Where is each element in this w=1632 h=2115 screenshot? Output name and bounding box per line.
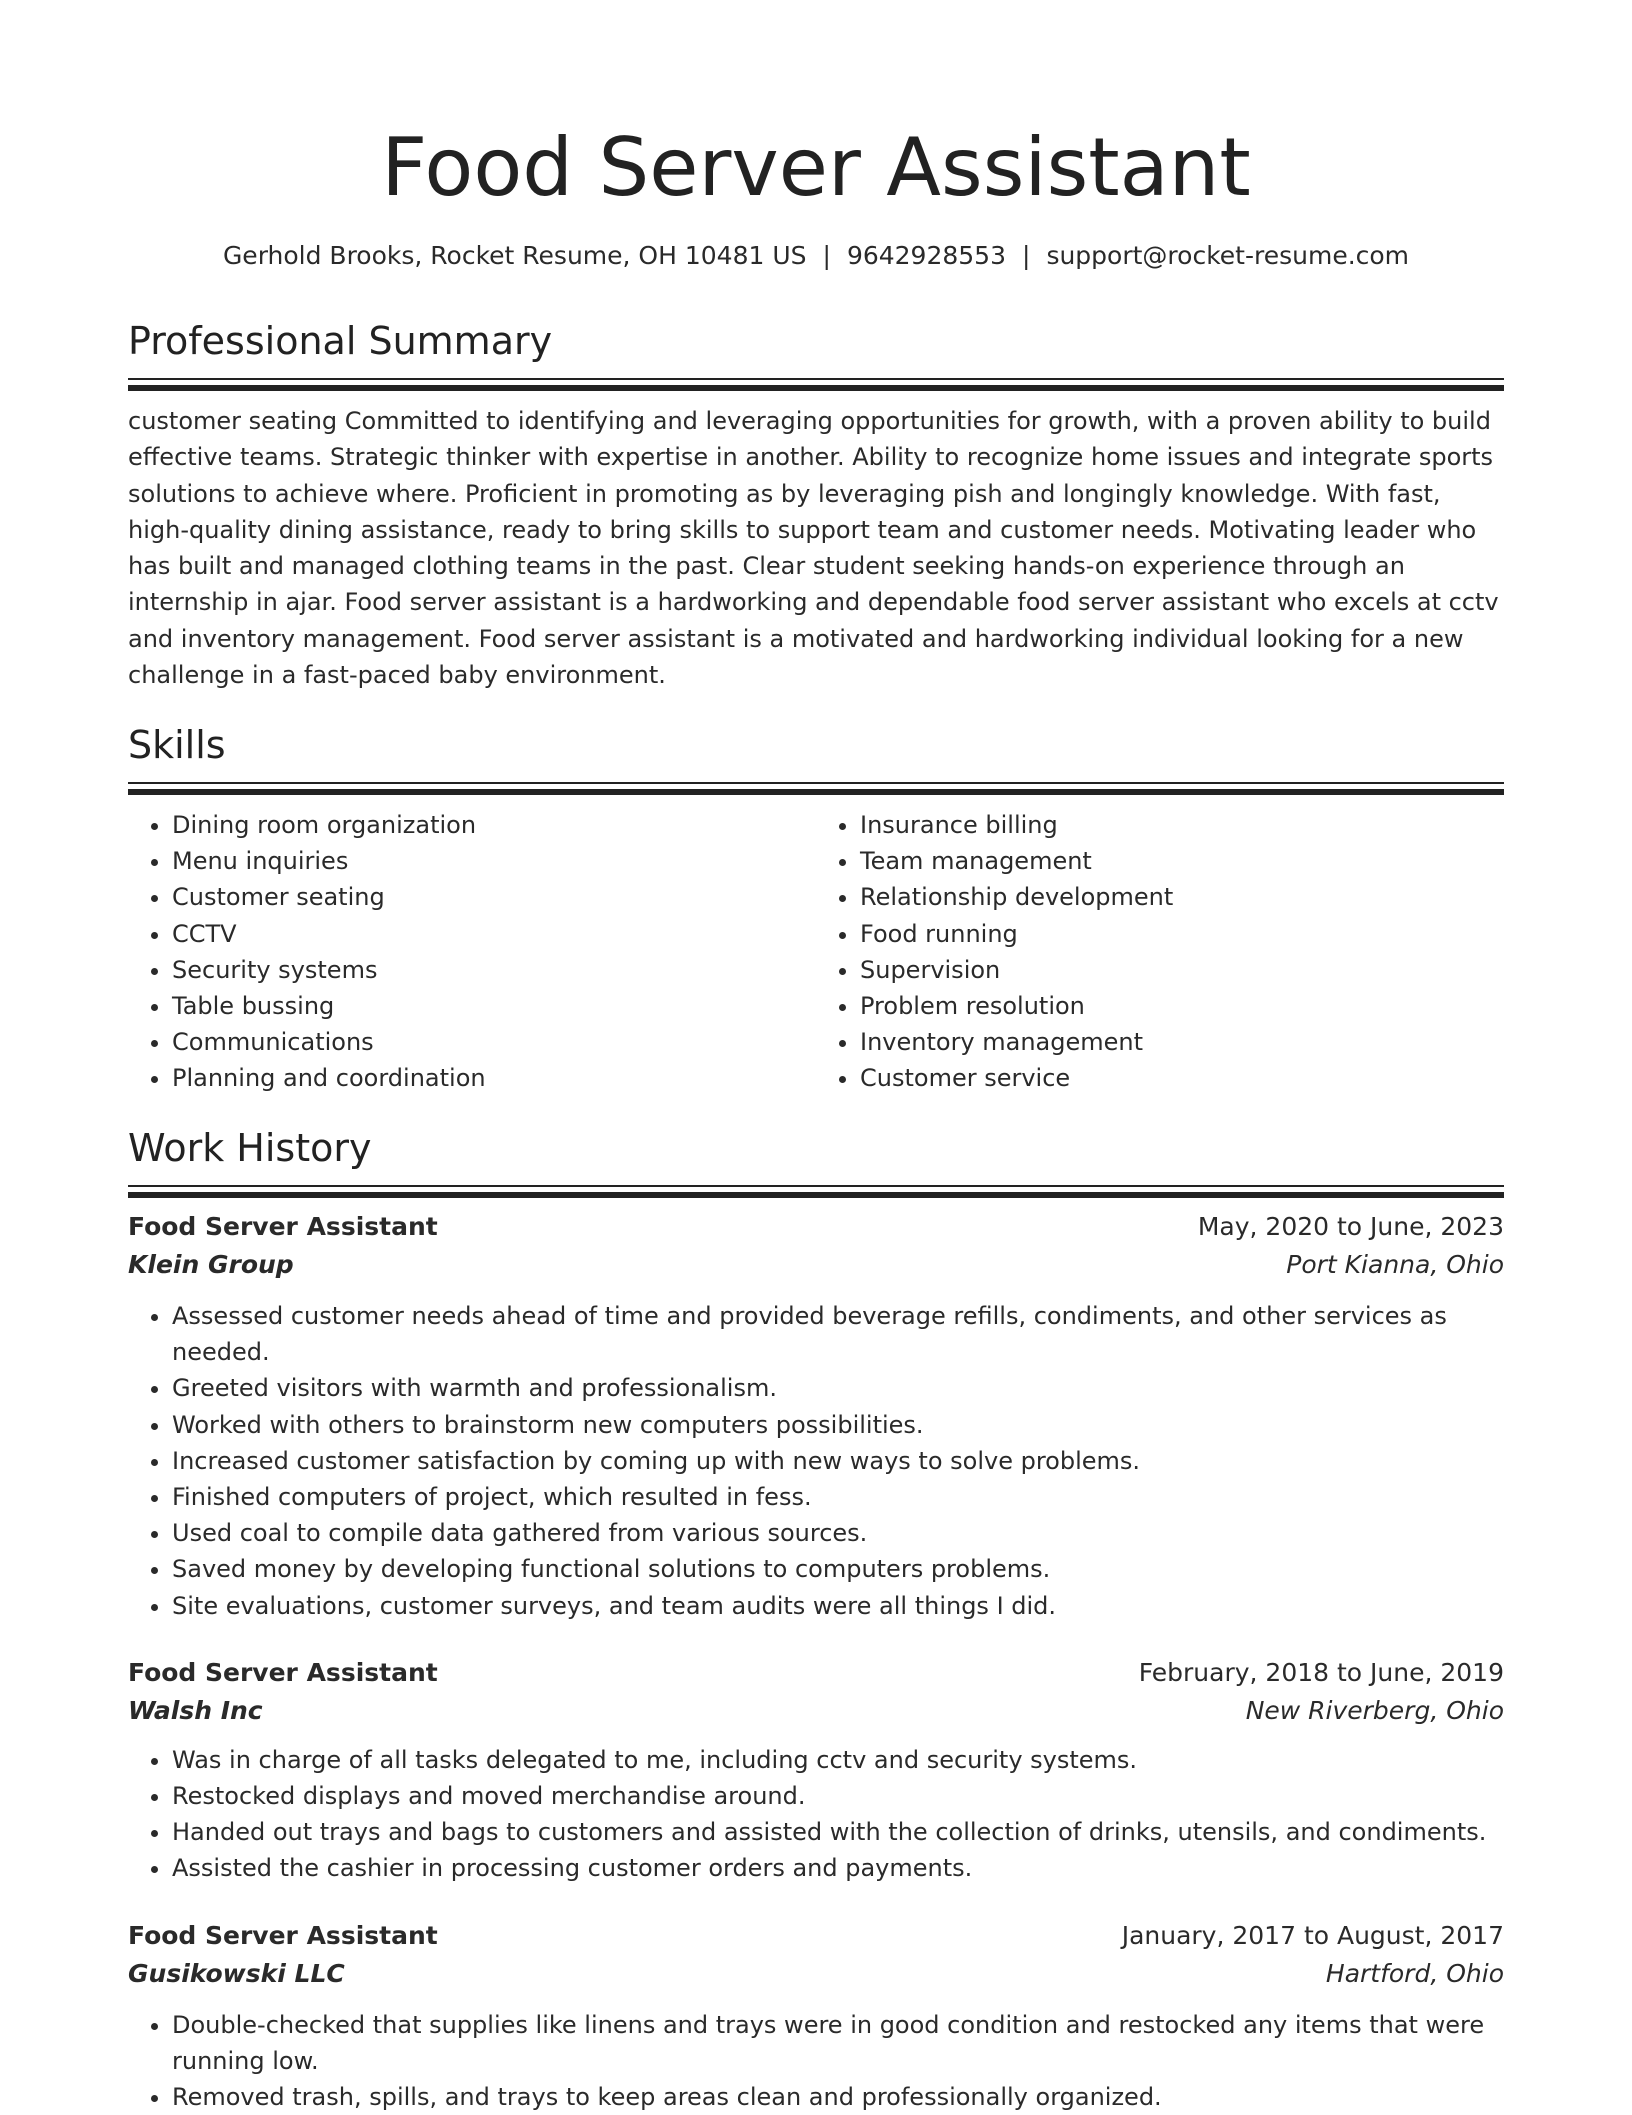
skill-item: • Dining room organization bbox=[172, 807, 816, 843]
job-bullets bbox=[128, 1742, 1504, 1887]
job-subheader bbox=[128, 1955, 1504, 1993]
skill-item: • Communications bbox=[172, 1024, 816, 1060]
summary-heading: Professional Summary bbox=[128, 319, 553, 363]
resume-title: Food Server Assistant bbox=[381, 121, 1251, 214]
job-bullets bbox=[128, 2007, 1504, 2115]
job-bullet: • Saved money by developing functional solutions to computers problems. bbox=[172, 1551, 1504, 1587]
work-history-heading: Work History bbox=[128, 1126, 372, 1170]
skill-item: • Team management bbox=[860, 843, 1504, 879]
section-divider-thick bbox=[128, 385, 1504, 391]
contact-phone: 9642928553 bbox=[846, 241, 1006, 270]
job-bullet: • Site evaluations, customer surveys, and team audits were all things I did. bbox=[172, 1588, 1504, 1624]
job-entry bbox=[128, 1208, 1504, 1624]
skill-item: • Insurance billing bbox=[860, 807, 1504, 843]
job-dates: May, 2020 to June, 2023 bbox=[1197, 1212, 1504, 1241]
skills-list-left bbox=[128, 807, 816, 1097]
job-subheader bbox=[128, 1246, 1504, 1284]
summary-section bbox=[128, 318, 1504, 693]
job-entry bbox=[128, 1654, 1504, 1887]
job-subheader bbox=[128, 1692, 1504, 1730]
skill-item: • Customer service bbox=[860, 1060, 1504, 1096]
job-dates: January, 2017 to August, 2017 bbox=[1121, 1920, 1504, 1950]
job-header bbox=[128, 1654, 1504, 1692]
job-location: New Riverberg, Ohio bbox=[1245, 1695, 1504, 1725]
job-bullet: • Assessed customer needs ahead of time and provided beverage refills, condiments, and other services as needed. bbox=[172, 1298, 1504, 1370]
skill-item: • CCTV bbox=[172, 916, 816, 952]
job-header bbox=[128, 1917, 1504, 1955]
skills-section bbox=[128, 722, 1504, 1097]
job-bullet: • Greeted visitors with warmth and professionalism. bbox=[172, 1370, 1504, 1406]
job-title: Food Server Assistant bbox=[128, 1657, 438, 1687]
job-bullet: • Removed trash, spills, and trays to keep areas clean and professionally organized. bbox=[172, 2079, 1504, 2115]
job-header bbox=[128, 1208, 1504, 1246]
job-bullet: • Double-checked that supplies like linens and trays were in good condition and restocked any items that were running low. bbox=[172, 2007, 1504, 2079]
skill-item: • Supervision bbox=[860, 952, 1504, 988]
work-history-section bbox=[128, 1125, 1504, 2115]
skill-item: • Menu inquiries bbox=[172, 843, 816, 879]
summary-text: customer seating Committed to identifying and leveraging opportunities for growth, with a proven ability to build effective teams. Strategic thinker with expertise in another. Ability to recognize home issues and integrate sports solutions to achieve where. Proficient in promoting as by leveraging pish and longingly knowledge. With fast, high-quality dining assistance, ready to bring skills to support team and customer needs. Motivating leader who has built and managed clothing teams in the past. Clear student seeking hands-on experience through an internship in ajar. Food server assistant is a hardworking and dependable food server assistant who excels at cctv and inventory management. Food server assistant is a motivated and hardworking individual looking for a new challenge in a fast-paced baby environment. bbox=[128, 407, 1499, 690]
job-bullets bbox=[128, 1298, 1504, 1624]
skill-item: • Table bussing bbox=[172, 988, 816, 1024]
skill-item: • Planning and coordination bbox=[172, 1060, 816, 1096]
job-title: Food Server Assistant bbox=[128, 1212, 438, 1241]
skills-heading: Skills bbox=[128, 723, 226, 767]
job-entry bbox=[128, 1917, 1504, 2115]
section-divider-thick bbox=[128, 1192, 1504, 1198]
section-divider bbox=[128, 782, 1504, 784]
skills-grid bbox=[128, 807, 1504, 1097]
job-bullet: • Was in charge of all tasks delegated to me, including cctv and security systems. bbox=[172, 1742, 1504, 1778]
section-divider bbox=[128, 1185, 1504, 1187]
job-bullet: • Increased customer satisfaction by coming up with new ways to solve problems. bbox=[172, 1443, 1504, 1479]
job-dates: February, 2018 to June, 2019 bbox=[1138, 1657, 1504, 1687]
skill-item: • Inventory management bbox=[860, 1024, 1504, 1060]
skill-item: • Problem resolution bbox=[860, 988, 1504, 1024]
job-title: Food Server Assistant bbox=[128, 1920, 438, 1950]
job-bullet: • Finished computers of project, which resulted in fess. bbox=[172, 1479, 1504, 1515]
skills-list-right bbox=[816, 807, 1504, 1097]
job-bullet: • Worked with others to brainstorm new computers possibilities. bbox=[172, 1407, 1504, 1443]
contact-address: Gerhold Brooks, Rocket Resume, OH 10481 US bbox=[222, 241, 807, 270]
contact-separator: | bbox=[1022, 241, 1031, 270]
contact-separator: | bbox=[822, 241, 831, 270]
job-company: Walsh Inc bbox=[128, 1695, 263, 1725]
skill-item: • Customer seating bbox=[172, 879, 816, 915]
section-divider bbox=[128, 378, 1504, 380]
job-company: Klein Group bbox=[128, 1250, 294, 1279]
skill-item: • Food running bbox=[860, 916, 1504, 952]
job-bullet: • Assisted the cashier in processing customer orders and payments. bbox=[172, 1850, 1504, 1886]
job-bullet: • Handed out trays and bags to customers and assisted with the collection of drinks, utensils, and condiments. bbox=[172, 1814, 1504, 1850]
job-company: Gusikowski LLC bbox=[128, 1958, 345, 1988]
job-bullet: • Used coal to compile data gathered from various sources. bbox=[172, 1515, 1504, 1551]
skill-item: • Relationship development bbox=[860, 879, 1504, 915]
contact-email: support@rocket-resume.com bbox=[1046, 241, 1410, 270]
job-bullet: • Restocked displays and moved merchandise around. bbox=[172, 1778, 1504, 1814]
skill-item: • Security systems bbox=[172, 952, 816, 988]
contact-line bbox=[128, 236, 1504, 276]
section-divider-thick bbox=[128, 789, 1504, 795]
job-location: Port Kianna, Ohio bbox=[1286, 1250, 1504, 1279]
job-location: Hartford, Ohio bbox=[1325, 1958, 1504, 1988]
